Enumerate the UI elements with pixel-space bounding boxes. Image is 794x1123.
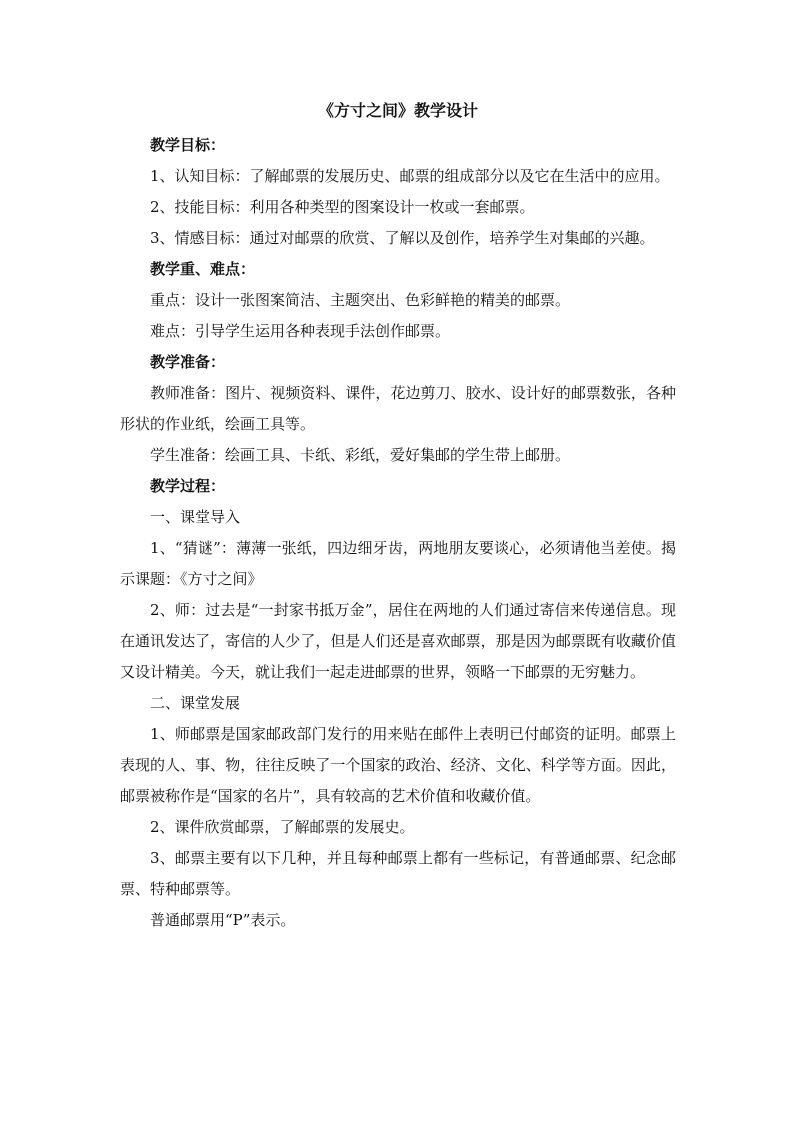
paragraph: 3、邮票主要有以下几种，并且每种邮票上都有一些标记，有普通邮票、纪念邮票、特种邮票等。 xyxy=(120,849,676,898)
paragraph: 2、技能目标：利用各种类型的图案设计一枚或一套邮票。 xyxy=(150,198,535,216)
paragraph: 3、情感目标：通过对邮票的欣赏、了解以及创作，培养学生对集邮的兴趣。 xyxy=(150,229,655,247)
paragraph: 1、师邮票是国家邮政部门发行的用来贴在邮件上表明已付邮资的证明。邮票上表现的人、事、物，往往反映了一个国家的政治、经济、文化、科学等方面。因此，邮票被称作是“国家的名片”，具有较高的艺术价值和收藏价值。 xyxy=(120,725,676,805)
paragraph: 重点：设计一张图案简洁、主题突出、色彩鲜艳的精美的邮票。 xyxy=(150,291,571,309)
section-heading-preparation: 教学准备： xyxy=(150,353,226,371)
paragraph: 学生准备：绘画工具、卡纸、彩纸，爱好集邮的学生带上邮册。 xyxy=(150,446,571,464)
paragraph: 难点：引导学生运用各种表现手法创作邮票。 xyxy=(150,322,451,340)
paragraph: 1、“猜谜”：薄薄一张纸，四边细牙齿，两地朋友要谈心，必须请他当差使。揭示课题：《方寸之间》 xyxy=(120,539,676,588)
document-title: 《方寸之间》教学设计 xyxy=(317,101,478,120)
paragraph: 教师准备：图片、视频资料、课件，花边剪刀、胶水、设计好的邮票数张，各种形状的作业纸，绘画工具等。 xyxy=(120,384,676,433)
paragraph: 2、课件欣赏邮票，了解邮票的发展史。 xyxy=(150,818,415,836)
section-heading-objectives: 教学目标： xyxy=(150,136,226,154)
paragraph: 2、师：过去是“一封家书抵万金”，居住在两地的人们通过寄信来传递信息。现在通讯发达了，寄信的人少了，但是人们还是喜欢邮票，那是因为邮票既有收藏价值又设计精美。今天，就让我们一起走进邮票的世界，领略一下邮票的无穷魅力。 xyxy=(120,601,676,681)
paragraph: 1、认知目标：了解邮票的发展历史、邮票的组成部分以及它在生活中的应用。 xyxy=(150,167,670,185)
paragraph: 普通邮票用“P”表示。 xyxy=(150,911,296,929)
paragraph: 一、课堂导入 xyxy=(150,508,241,526)
document-body xyxy=(120,96,676,936)
section-heading-key-points: 教学重、难点： xyxy=(150,260,256,278)
paragraph: 二、课堂发展 xyxy=(150,694,241,712)
section-heading-process: 教学过程： xyxy=(150,477,226,495)
